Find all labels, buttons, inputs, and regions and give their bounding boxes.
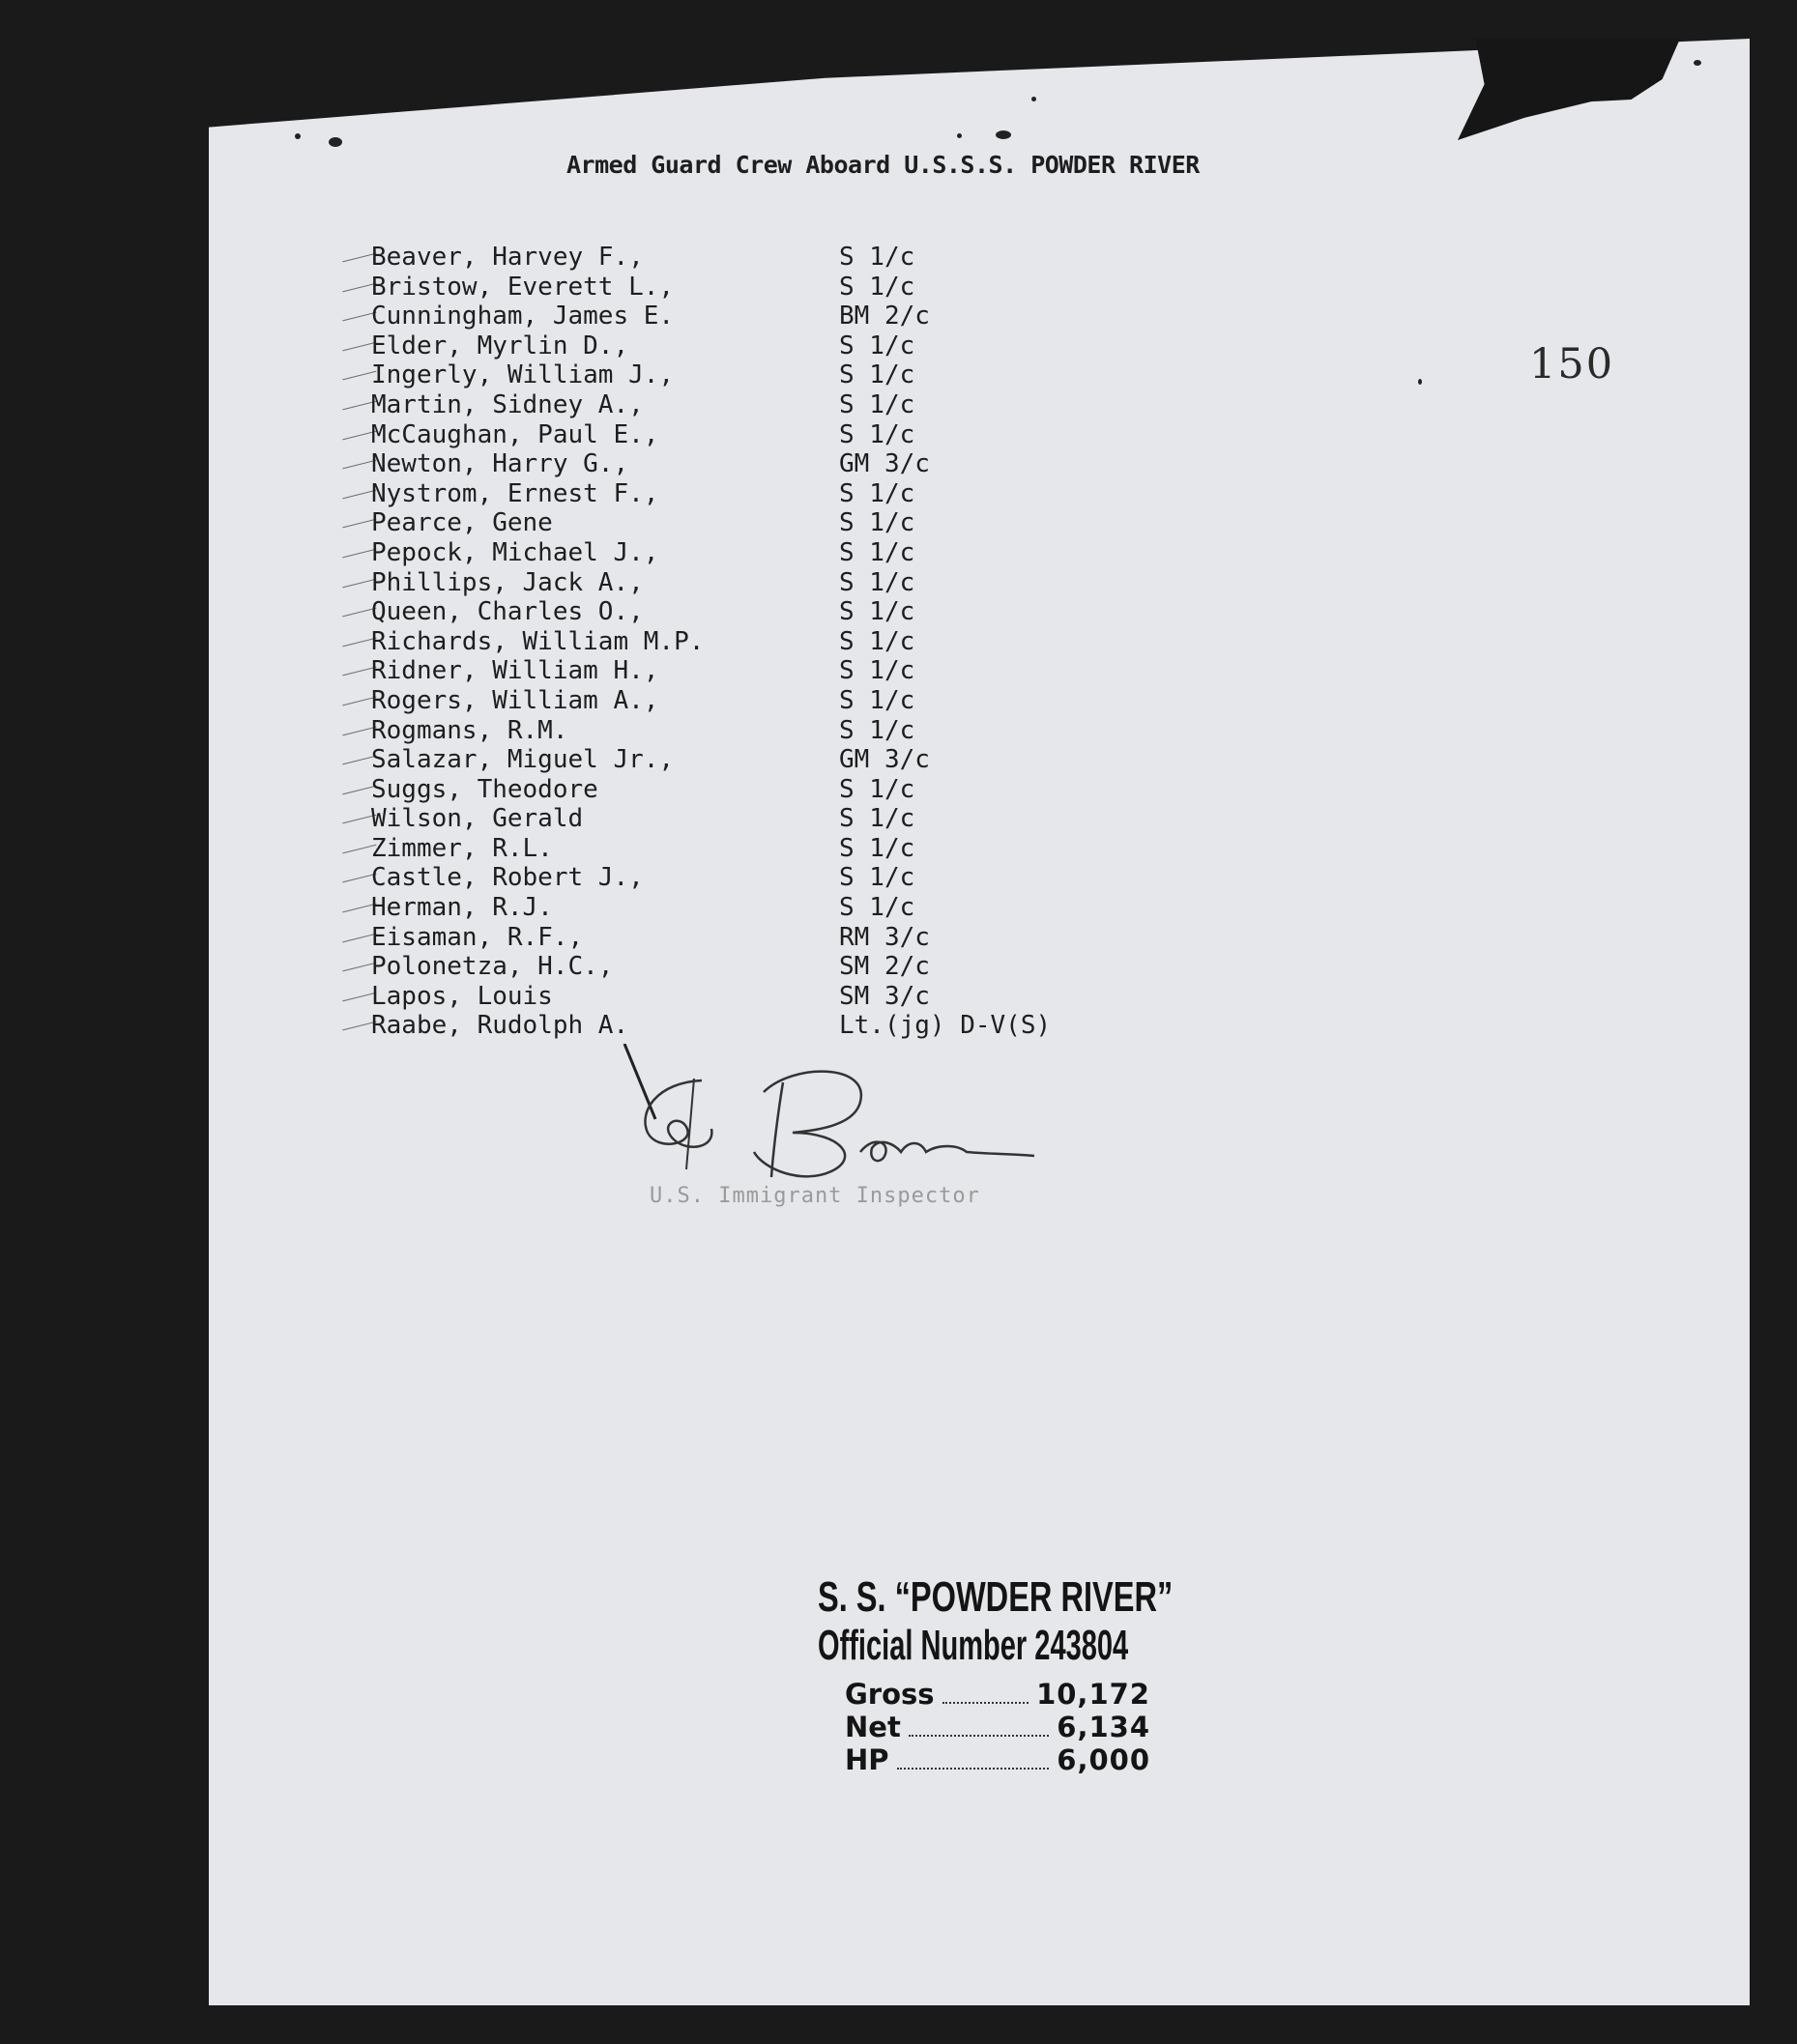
ink-speck [1418,379,1422,385]
crew-row [371,243,1067,273]
crew-row [371,273,1067,302]
crew-row [371,716,1067,746]
crew-name: Wilson, Gerald [371,804,584,834]
crew-name: Polonetza, H.C., [371,952,614,982]
tonnage-row [845,1678,1150,1711]
crew-row [371,479,1067,509]
ship-stamp [818,1573,1195,1776]
crew-rating: Lt.(jg) D-V(S) [839,1011,1052,1041]
crew-rating: S 1/c [839,774,915,804]
crew-name: Pearce, Gene [371,508,553,538]
crew-row [371,863,1067,893]
ink-speck [329,137,342,147]
official-number: Official Number 243804 [818,1622,1129,1669]
crew-row [371,686,1067,716]
page-number: 150 [1529,340,1615,389]
ship-name: S. S. “POWDER RIVER” [818,1573,1174,1621]
crew-name: Newton, Harry G., [371,449,629,479]
crew-name: Cunningham, James E. [371,302,675,331]
crew-name: Elder, Myrlin D., [371,331,629,360]
tonnage-row [845,1711,1150,1743]
crew-list [371,243,1067,1041]
crew-rating: S 1/c [839,419,915,449]
crew-rating: S 1/c [839,567,915,597]
crew-name: Ingerly, William J., [371,360,675,390]
inspector-stamp: U.S. Immigrant Inspector [650,1184,980,1208]
crew-rating: S 1/c [839,715,915,745]
crew-rating: S 1/c [839,685,915,715]
ink-speck [1031,97,1036,101]
crew-row [371,1011,1067,1041]
tonnage-label: Gross [845,1678,935,1711]
crew-row [371,360,1067,390]
crew-name: Salazar, Miguel Jr., [371,745,675,775]
crew-name: Eisaman, R.F., [371,922,584,952]
crew-rating: S 1/c [839,272,915,302]
crew-row [371,302,1067,331]
crew-row [371,420,1067,450]
dot-leader [897,1750,1050,1770]
crew-rating: S 1/c [839,626,915,656]
crew-row [371,834,1067,864]
crew-name: Lapos, Louis [371,981,553,1011]
crew-row [371,331,1067,361]
dot-leader [942,1684,1029,1704]
crew-rating: S 1/c [839,863,915,893]
crew-rating: S 1/c [839,597,915,627]
crew-name: Richards, William M.P. [371,626,705,656]
crew-rating: BM 2/c [839,302,930,331]
tonnage-value: 6,134 [1057,1711,1150,1743]
crew-rating: S 1/c [839,331,915,360]
crew-name: Ridner, William H., [371,656,659,686]
crew-name: Castle, Robert J., [371,863,644,893]
crew-name: Suggs, Theodore [371,774,598,804]
tonnage-row [845,1743,1150,1776]
ink-speck [996,130,1011,139]
crew-name: Pepock, Michael J., [371,537,659,567]
crew-rating: SM 2/c [839,952,930,982]
crew-row [371,745,1067,775]
crew-rating: S 1/c [839,537,915,567]
crew-row [371,952,1067,982]
crew-row [371,923,1067,953]
ink-speck [295,133,301,139]
crew-rating: S 1/c [839,508,915,538]
tonnage-table [845,1678,1150,1776]
crew-rating: S 1/c [839,360,915,390]
tonnage-value: 6,000 [1057,1743,1150,1776]
crew-row [371,449,1067,479]
crew-name: Raabe, Rudolph A. [371,1011,629,1041]
crew-name: Martin, Sidney A., [371,389,644,419]
crew-name: Zimmer, R.L. [371,833,553,863]
crew-rating: S 1/c [839,833,915,863]
tonnage-label: Net [845,1711,901,1743]
crew-rating: RM 3/c [839,922,930,952]
crew-name: Queen, Charles O., [371,597,644,627]
crew-name: Herman, R.J. [371,893,553,923]
crew-row [371,656,1067,686]
crew-rating: GM 3/c [839,745,930,775]
crew-row [371,804,1067,834]
crew-row [371,982,1067,1012]
crew-name: Rogers, William A., [371,685,659,715]
crew-name: Rogmans, R.M. [371,715,568,745]
crew-row [371,775,1067,805]
tonnage-value: 10,172 [1036,1678,1150,1711]
crew-row [371,893,1067,923]
crew-rating: S 1/c [839,893,915,923]
crew-rating: GM 3/c [839,449,930,479]
ink-speck [1694,60,1701,66]
crew-rating: S 1/c [839,478,915,508]
crew-rating: S 1/c [839,389,915,419]
crew-row [371,390,1067,420]
crew-name: McCaughan, Paul E., [371,419,659,449]
crew-rating: SM 3/c [839,981,930,1011]
crew-rating: S 1/c [839,656,915,686]
crew-row [371,627,1067,657]
dot-leader [909,1717,1049,1737]
crew-rating: S 1/c [839,243,915,272]
ink-speck [957,133,962,138]
crew-row [371,568,1067,598]
crew-name: Phillips, Jack A., [371,567,644,597]
page-title: Armed Guard Crew Aboard U.S.S.S. POWDER RIVER [566,151,1200,179]
crew-name: Beaver, Harvey F., [371,243,644,272]
crew-rating: S 1/c [839,804,915,834]
crew-row [371,538,1067,568]
crew-row [371,508,1067,538]
crew-name: Bristow, Everett L., [371,272,675,302]
tonnage-label: HP [845,1743,889,1776]
crew-name: Nystrom, Ernest F., [371,478,659,508]
crew-row [371,597,1067,627]
